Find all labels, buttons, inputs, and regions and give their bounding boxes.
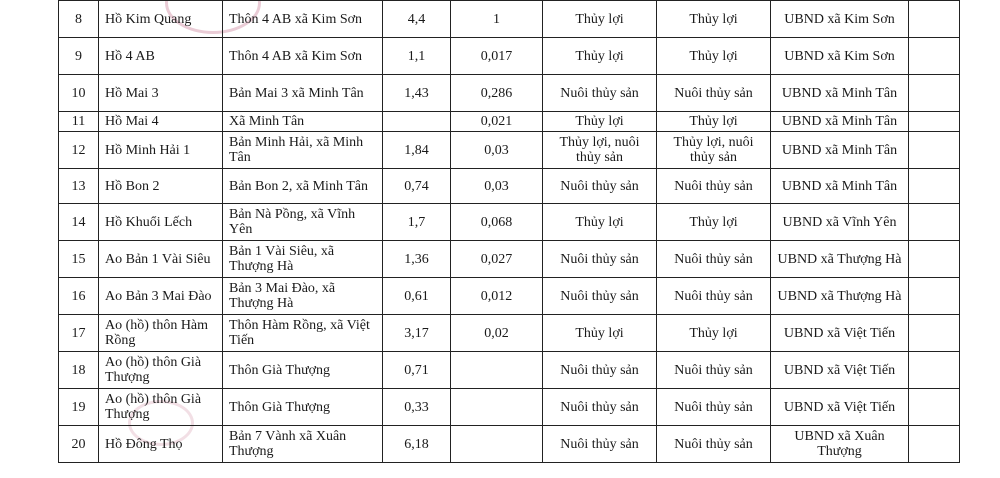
cell-note: [909, 112, 960, 132]
table-row: [59, 75, 960, 112]
cell-name: Ao (hồ) thôn Già Thượng: [99, 389, 223, 426]
cell-purpose-2: Thủy lợi, nuôi thủy sản: [657, 132, 771, 169]
cell-purpose-2: Nuôi thủy sản: [657, 389, 771, 426]
cell-purpose-1: Thủy lợi: [543, 38, 657, 75]
cell-name: Ao (hồ) thôn Hàm Rồng: [99, 315, 223, 352]
cell-stt: 20: [59, 426, 99, 463]
cell-stt: 16: [59, 278, 99, 315]
cell-area-2: 0,017: [451, 38, 543, 75]
cell-location: Bản Bon 2, xã Minh Tân: [223, 169, 383, 204]
cell-purpose-1: Thủy lợi, nuôi thủy sản: [543, 132, 657, 169]
cell-area-2: [451, 352, 543, 389]
cell-location: Thôn Già Thượng: [223, 352, 383, 389]
cell-purpose-1: Nuôi thủy sản: [543, 426, 657, 463]
cell-note: [909, 315, 960, 352]
cell-location: Thôn Già Thượng: [223, 389, 383, 426]
table-row: [59, 1, 960, 38]
cell-area-1: 0,33: [383, 389, 451, 426]
cell-area-1: 1,1: [383, 38, 451, 75]
cell-area-1: 6,18: [383, 426, 451, 463]
cell-area-1: 1,43: [383, 75, 451, 112]
cell-purpose-1: Thủy lợi: [543, 315, 657, 352]
cell-note: [909, 278, 960, 315]
cell-note: [909, 241, 960, 278]
cell-location: Bản Mai 3 xã Minh Tân: [223, 75, 383, 112]
cell-purpose-1: Thủy lợi: [543, 1, 657, 38]
cell-name: Ao Bản 3 Mai Đào: [99, 278, 223, 315]
table-row: [59, 241, 960, 278]
table-row: [59, 278, 960, 315]
cell-manager: UBND xã Thượng Hà: [771, 241, 909, 278]
cell-area-2: [451, 426, 543, 463]
cell-stt: 10: [59, 75, 99, 112]
cell-note: [909, 426, 960, 463]
cell-stt: 8: [59, 1, 99, 38]
cell-area-1: 3,17: [383, 315, 451, 352]
cell-purpose-1: Nuôi thủy sản: [543, 352, 657, 389]
cell-name: Ao (hồ) thôn Già Thượng: [99, 352, 223, 389]
table-body: [59, 1, 960, 463]
cell-area-1: [383, 112, 451, 132]
cell-manager: UBND xã Kim Sơn: [771, 38, 909, 75]
cell-manager: UBND xã Minh Tân: [771, 169, 909, 204]
cell-purpose-1: Nuôi thủy sản: [543, 389, 657, 426]
cell-purpose-2: Nuôi thủy sản: [657, 352, 771, 389]
cell-name: Hồ Đông Thọ: [99, 426, 223, 463]
cell-name: Hồ Bon 2: [99, 169, 223, 204]
cell-manager: UBND xã Việt Tiến: [771, 315, 909, 352]
cell-note: [909, 132, 960, 169]
cell-location: Thôn 4 AB xã Kim Sơn: [223, 38, 383, 75]
table-row: [59, 38, 960, 75]
cell-purpose-2: Thủy lợi: [657, 204, 771, 241]
table-row: [59, 132, 960, 169]
cell-purpose-1: Thủy lợi: [543, 204, 657, 241]
cell-note: [909, 352, 960, 389]
cell-manager: UBND xã Minh Tân: [771, 132, 909, 169]
cell-manager: UBND xã Xuân Thượng: [771, 426, 909, 463]
table-row: [59, 169, 960, 204]
cell-purpose-1: Nuôi thủy sản: [543, 75, 657, 112]
cell-stt: 11: [59, 112, 99, 132]
cell-location: Bản Nà Pồng, xã Vĩnh Yên: [223, 204, 383, 241]
cell-name: Hồ Minh Hải 1: [99, 132, 223, 169]
cell-area-1: 4,4: [383, 1, 451, 38]
cell-area-2: 0,02: [451, 315, 543, 352]
cell-purpose-1: Nuôi thủy sản: [543, 278, 657, 315]
cell-area-2: 0,012: [451, 278, 543, 315]
cell-purpose-1: Nuôi thủy sản: [543, 169, 657, 204]
cell-stt: 18: [59, 352, 99, 389]
cell-location: Bản 3 Mai Đào, xã Thượng Hà: [223, 278, 383, 315]
cell-name: Hồ Khuổi Lếch: [99, 204, 223, 241]
table-row: [59, 204, 960, 241]
cell-note: [909, 1, 960, 38]
reservoir-table: [58, 0, 960, 463]
cell-area-2: 0,03: [451, 169, 543, 204]
cell-note: [909, 389, 960, 426]
cell-location: Thôn 4 AB xã Kim Sơn: [223, 1, 383, 38]
cell-note: [909, 204, 960, 241]
cell-location: Bản Minh Hải, xã Minh Tân: [223, 132, 383, 169]
table-row: [59, 352, 960, 389]
cell-area-1: 0,61: [383, 278, 451, 315]
cell-manager: UBND xã Minh Tân: [771, 75, 909, 112]
cell-purpose-2: Thủy lợi: [657, 112, 771, 132]
cell-purpose-1: Thủy lợi: [543, 112, 657, 132]
cell-purpose-2: Nuôi thủy sản: [657, 241, 771, 278]
cell-location: Bản 7 Vành xã Xuân Thượng: [223, 426, 383, 463]
cell-stt: 17: [59, 315, 99, 352]
cell-purpose-2: Nuôi thủy sản: [657, 426, 771, 463]
cell-manager: UBND xã Kim Sơn: [771, 1, 909, 38]
cell-stt: 15: [59, 241, 99, 278]
cell-area-1: 1,84: [383, 132, 451, 169]
cell-purpose-2: Nuôi thủy sản: [657, 278, 771, 315]
cell-area-2: [451, 389, 543, 426]
table-row: [59, 389, 960, 426]
cell-area-2: 0,068: [451, 204, 543, 241]
cell-name: Hồ Mai 3: [99, 75, 223, 112]
cell-note: [909, 75, 960, 112]
cell-area-2: 1: [451, 1, 543, 38]
cell-manager: UBND xã Vĩnh Yên: [771, 204, 909, 241]
cell-name: Hồ Mai 4: [99, 112, 223, 132]
table-row: [59, 315, 960, 352]
cell-manager: UBND xã Minh Tân: [771, 112, 909, 132]
cell-area-2: 0,03: [451, 132, 543, 169]
cell-location: Xã Minh Tân: [223, 112, 383, 132]
cell-note: [909, 38, 960, 75]
cell-purpose-2: Thủy lợi: [657, 38, 771, 75]
cell-purpose-2: Thủy lợi: [657, 1, 771, 38]
cell-stt: 9: [59, 38, 99, 75]
cell-area-1: 0,71: [383, 352, 451, 389]
cell-purpose-2: Nuôi thủy sản: [657, 75, 771, 112]
cell-stt: 19: [59, 389, 99, 426]
table-row: [59, 426, 960, 463]
cell-purpose-1: Nuôi thủy sản: [543, 241, 657, 278]
cell-location: Thôn Hàm Rồng, xã Việt Tiến: [223, 315, 383, 352]
cell-stt: 13: [59, 169, 99, 204]
cell-area-2: 0,027: [451, 241, 543, 278]
cell-name: Hồ Kim Quang: [99, 1, 223, 38]
cell-purpose-2: Thủy lợi: [657, 315, 771, 352]
cell-manager: UBND xã Việt Tiến: [771, 352, 909, 389]
cell-area-2: 0,286: [451, 75, 543, 112]
cell-manager: UBND xã Việt Tiến: [771, 389, 909, 426]
cell-name: Ao Bản 1 Vài Siêu: [99, 241, 223, 278]
cell-area-2: 0,021: [451, 112, 543, 132]
cell-area-1: 1,36: [383, 241, 451, 278]
cell-area-1: 0,74: [383, 169, 451, 204]
cell-name: Hồ 4 AB: [99, 38, 223, 75]
cell-note: [909, 169, 960, 204]
cell-purpose-2: Nuôi thủy sản: [657, 169, 771, 204]
cell-stt: 14: [59, 204, 99, 241]
cell-area-1: 1,7: [383, 204, 451, 241]
cell-stt: 12: [59, 132, 99, 169]
cell-location: Bản 1 Vài Siêu, xã Thượng Hà: [223, 241, 383, 278]
cell-manager: UBND xã Thượng Hà: [771, 278, 909, 315]
table-row: [59, 112, 960, 132]
